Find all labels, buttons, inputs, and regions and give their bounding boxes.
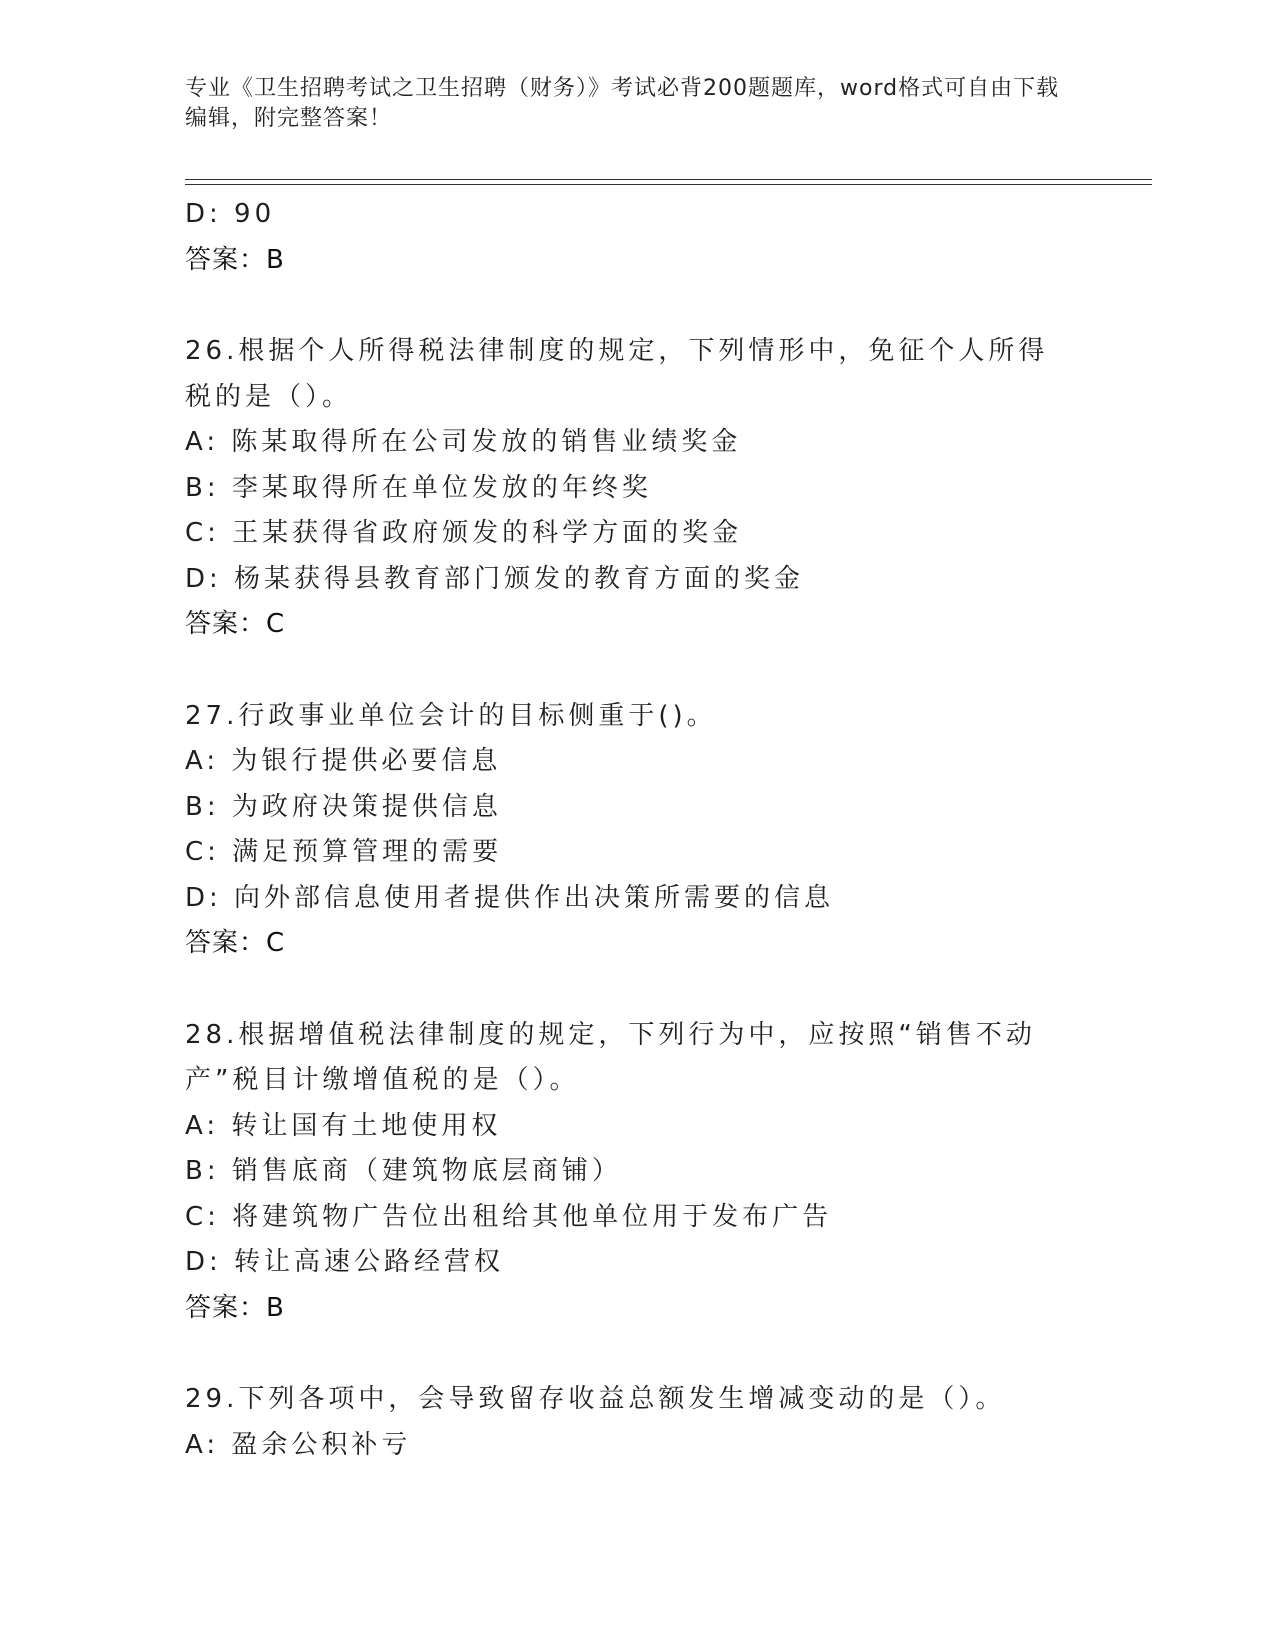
question-stem: 27.行政事业单位会计的目标侧重于()。 xyxy=(185,700,717,731)
question-block xyxy=(185,1013,1085,1332)
answer: 答案：C xyxy=(185,609,286,639)
option-c: C: 将建筑物广告位出租给其他单位用于发布广告 xyxy=(185,1201,833,1232)
option-d: D: 90 xyxy=(185,199,276,229)
option-c: C: 王某获得省政府颁发的科学方面的奖金 xyxy=(185,518,743,548)
option-d: D: 杨某获得县教育部门颁发的教育方面的奖金 xyxy=(185,563,805,594)
spacer xyxy=(185,1331,1085,1377)
answer: 答案：C xyxy=(185,928,286,958)
option-d: D: 转让高速公路经营权 xyxy=(185,1247,505,1277)
question-block xyxy=(185,329,1085,648)
option-a: A: 为银行提供必要信息 xyxy=(185,746,502,776)
answer: 答案：B xyxy=(185,244,285,275)
document-header: 专业《卫生招聘考试之卫生招聘（财务）》考试必背200题题库，word格式可自由下载编辑，附完整答案！ xyxy=(185,76,1060,131)
question-block xyxy=(185,1377,1085,1468)
option-a: A: 盈余公积补亏 xyxy=(185,1429,412,1460)
question-stem: 26.根据个人所得税法律制度的规定，下列情形中，免征个人所得税的是（）。 xyxy=(185,336,1049,412)
option-b: B: 李某取得所在单位发放的年终奖 xyxy=(185,472,652,503)
option-b: B: 销售底商（建筑物底层商铺） xyxy=(185,1156,622,1186)
option-a: A: 转让国有土地使用权 xyxy=(185,1110,502,1141)
spacer xyxy=(185,967,1085,1013)
spacer xyxy=(185,648,1085,694)
option-d: D: 向外部信息使用者提供作出决策所需要的信息 xyxy=(185,882,835,913)
spacer xyxy=(185,283,1085,329)
question-stem: 28.根据增值税法律制度的规定，下列行为中，应按照“销售不动产”税目计缴增值税的是（）。 xyxy=(185,1019,1036,1095)
header-rule-bottom xyxy=(185,184,1152,185)
question-stem: 29.下列各项中，会导致留存收益总额发生增减变动的是（）。 xyxy=(185,1384,1006,1414)
option-b: B: 为政府决策提供信息 xyxy=(185,791,502,822)
option-a: A: 陈某取得所在公司发放的销售业绩奖金 xyxy=(185,427,742,457)
option-c: C: 满足预算管理的需要 xyxy=(185,837,503,867)
answer: 答案：B xyxy=(185,1292,285,1323)
document-body xyxy=(185,192,1085,1468)
header-rule-top xyxy=(185,179,1152,180)
question-block xyxy=(185,694,1085,967)
